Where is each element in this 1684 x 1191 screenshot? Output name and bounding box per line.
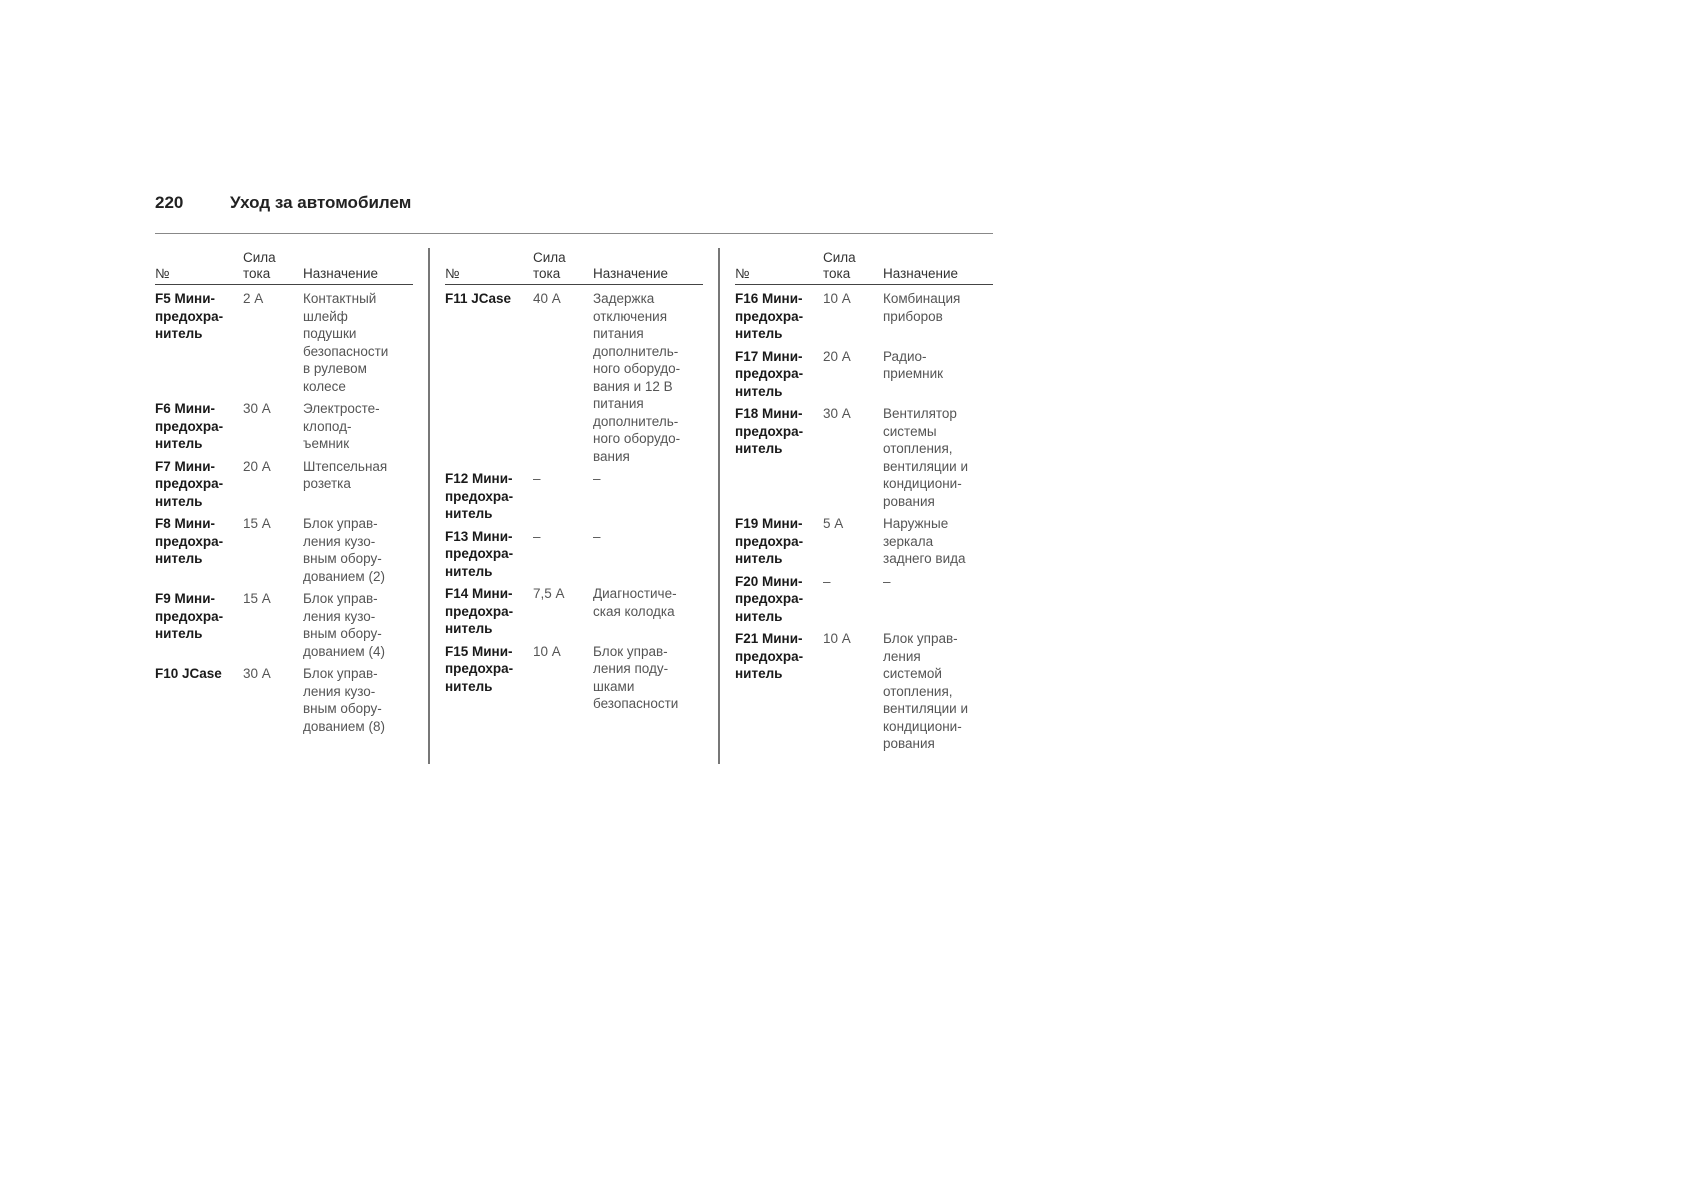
header-purpose: Назначение xyxy=(593,266,669,281)
table-row xyxy=(735,573,993,626)
header-number: № xyxy=(445,266,460,281)
table-row xyxy=(445,528,703,581)
header-number: № xyxy=(735,266,750,281)
column-divider xyxy=(428,248,430,764)
table-row xyxy=(735,290,993,343)
column-divider xyxy=(718,248,720,764)
fuse-current: 30 А xyxy=(823,406,851,421)
table-row xyxy=(445,290,703,465)
fuse-id: F5 Мини- предохра- нитель xyxy=(155,291,224,341)
table-row xyxy=(155,665,413,735)
fuse-current: – xyxy=(533,528,541,544)
table-row xyxy=(155,590,413,660)
table-row xyxy=(445,643,703,713)
fuse-id: F18 Мини- предохра- нитель xyxy=(735,406,804,456)
fuse-current: 10 А xyxy=(823,631,851,646)
fuse-current: 15 А xyxy=(243,591,271,606)
fuse-id: F20 Мини- предохра- нитель xyxy=(735,573,804,624)
fuse-purpose: Электросте- клопод- ъемник xyxy=(303,401,380,451)
fuse-current: 15 А xyxy=(243,516,271,531)
header-number: № xyxy=(155,266,170,281)
fuse-current: 10 А xyxy=(823,291,851,306)
fuse-purpose: – xyxy=(883,573,891,589)
fuse-purpose: Радио- приемник xyxy=(883,348,944,381)
fuse-id: F14 Мини- предохра- нитель xyxy=(445,586,514,636)
fuse-id: F16 Мини- предохра- нитель xyxy=(735,291,804,341)
table-row xyxy=(735,630,993,753)
table-row xyxy=(155,515,413,585)
table-row xyxy=(445,585,703,638)
table-header xyxy=(735,250,993,285)
fuse-purpose: Диагностиче- ская колодка xyxy=(593,586,677,619)
table-row xyxy=(445,470,703,523)
fuse-id: F12 Мини- предохра- нитель xyxy=(445,471,514,521)
fuse-table-column-3 xyxy=(735,250,993,753)
header-rule xyxy=(155,233,993,234)
fuse-table-column-1 xyxy=(155,250,413,735)
fuse-id: F10 JCase xyxy=(155,666,222,681)
fuse-purpose: Блок управ- ления кузо- вным обору- дованием (8) xyxy=(303,666,385,734)
fuse-table-column-2 xyxy=(445,250,703,713)
fuse-purpose: Блок управ- ления поду- шками безопасности xyxy=(593,643,679,711)
fuse-id: F13 Мини- предохра- нитель xyxy=(445,528,514,579)
fuse-current: 30 А xyxy=(243,401,271,416)
fuse-current: 7,5 А xyxy=(533,586,565,601)
fuse-current: 2 А xyxy=(243,291,264,306)
fuse-purpose: Вентилятор системы отопления, вентиляции и кондициони- рования xyxy=(883,406,969,509)
table-header xyxy=(445,250,703,285)
table-row xyxy=(155,458,413,511)
fuse-current: 40 А xyxy=(533,291,561,306)
table-row xyxy=(735,348,993,401)
fuse-purpose: Штепсельная розетка xyxy=(303,458,388,491)
fuse-current: 30 А xyxy=(243,666,271,681)
fuse-current: – xyxy=(823,573,831,589)
fuse-id: F17 Мини- предохра- нитель xyxy=(735,348,804,399)
header-purpose: Назначение xyxy=(303,266,379,281)
fuse-id: F9 Мини- предохра- нитель xyxy=(155,591,224,641)
fuse-id: F11 JCase xyxy=(445,291,512,306)
fuse-purpose: Задержка отключения питания дополнитель- ного оборудо- вания и 12 В питания дополнитель- ного оборудо- вания xyxy=(593,291,681,464)
fuse-purpose: Наружные зеркала заднего вида xyxy=(883,516,966,566)
fuse-current: 5 А xyxy=(823,516,844,531)
fuse-purpose: Контактный шлейф подушки безопасности в рулевом колесе xyxy=(303,291,389,394)
fuse-purpose: Комбинация приборов xyxy=(883,291,961,324)
fuse-id: F6 Мини- предохра- нитель xyxy=(155,401,224,451)
header-purpose: Назначение xyxy=(883,266,959,281)
fuse-current: 20 А xyxy=(243,458,271,474)
page-header xyxy=(155,193,993,233)
fuse-current: – xyxy=(533,471,541,486)
fuse-purpose: Блок управ- ления кузо- вным обору- дованием (4) xyxy=(303,591,385,659)
fuse-purpose: – xyxy=(593,528,601,544)
fuse-id: F8 Мини- предохра- нитель xyxy=(155,516,224,566)
fuse-purpose: Блок управ- ления кузо- вным обору- дованием (2) xyxy=(303,516,385,584)
table-header xyxy=(155,250,413,285)
header-current: Сила тока xyxy=(823,250,856,281)
fuse-id: F7 Мини- предохра- нитель xyxy=(155,458,224,509)
table-row xyxy=(735,515,993,568)
fuse-id: F19 Мини- предохра- нитель xyxy=(735,516,804,566)
fuse-purpose: Блок управ- ления системой отопления, вентиляции и кондициони- рования xyxy=(883,631,969,751)
fuse-current: 20 А xyxy=(823,348,851,364)
fuse-current: 10 А xyxy=(533,643,561,659)
fuse-id: F21 Мини- предохра- нитель xyxy=(735,631,804,681)
page-title: Уход за автомобилем xyxy=(230,193,412,212)
table-row xyxy=(155,400,413,453)
header-current: Сила тока xyxy=(243,250,276,281)
table-row xyxy=(735,405,993,510)
page-number: 220 xyxy=(155,193,184,212)
header-current: Сила тока xyxy=(533,250,566,281)
fuse-purpose: – xyxy=(593,471,601,486)
table-row xyxy=(155,290,413,395)
fuse-id: F15 Мини- предохра- нитель xyxy=(445,643,514,694)
